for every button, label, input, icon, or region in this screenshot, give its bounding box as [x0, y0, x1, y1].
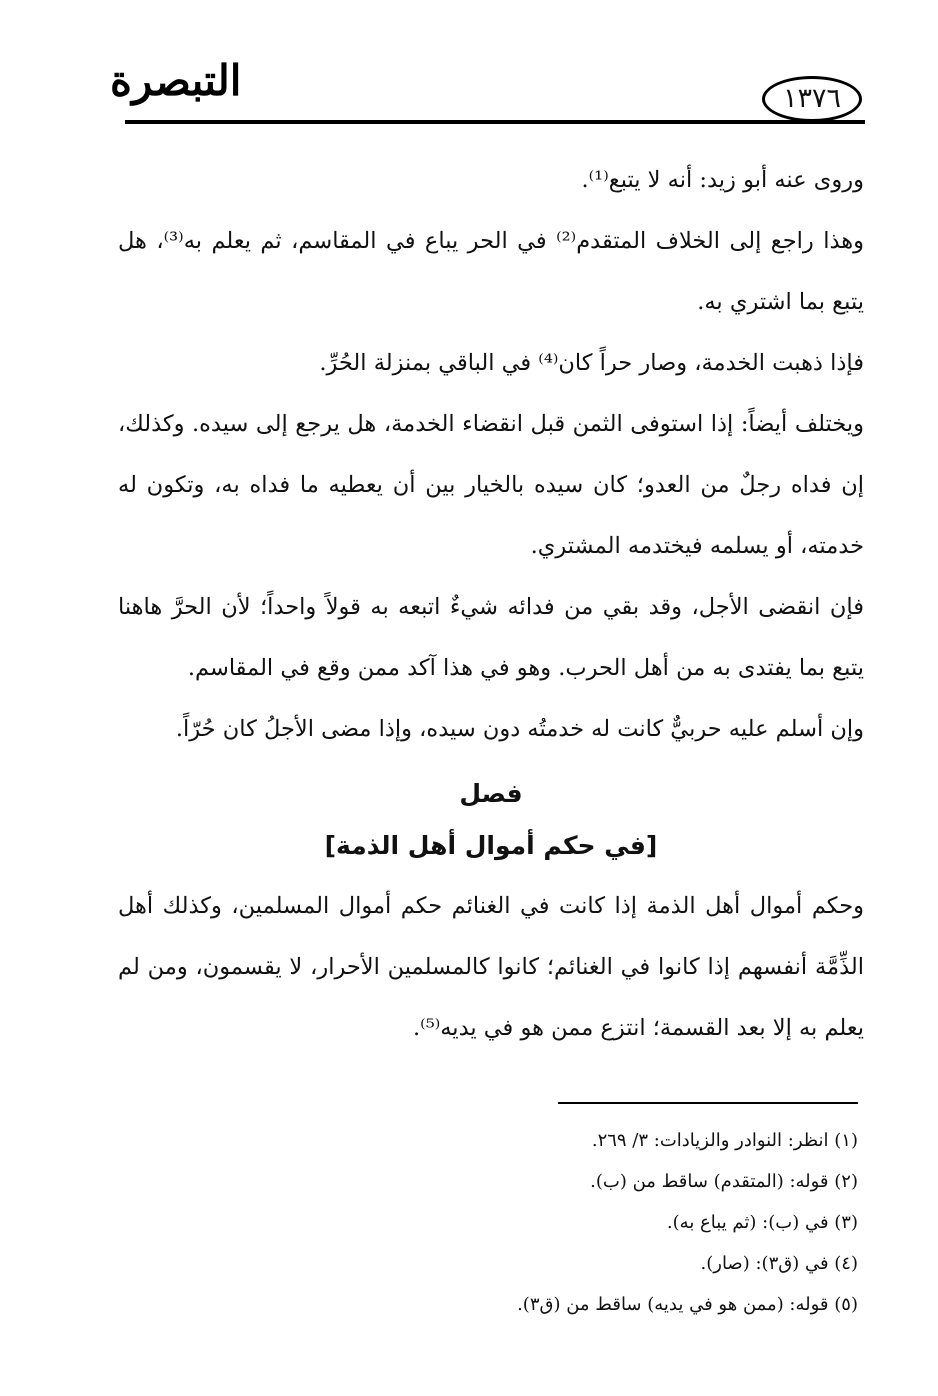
- footnote-1: (١) انظر: النوادر والزيادات: ٣/ ٢٦٩.: [591, 1130, 858, 1151]
- final-paragraph: وحكم أموال أهل الذمة إذا كانت في الغنائم حكم أموال المسلمين، وكذلك أهل الذِّمَّة أنفسهم إذا كانوا في الغنائم؛ كانوا كالمسلمين الأحرار، لا يقسمون، ومن لم يعلم به إلا بعد القسمة؛ انتزع ممن هو في يديه⁽⁵⁾.: [118, 893, 864, 1041]
- footnote-3: (٣) في (ب): (ثم يباع به).: [666, 1212, 858, 1233]
- header-rule: [125, 120, 865, 124]
- paragraph-2: وهذا راجع إلى الخلاف المتقدم⁽²⁾ في الحر يباع في المقاسم، ثم يعلم به⁽³⁾، هل يتبع بما اشتري به.: [118, 228, 864, 315]
- paragraph-6: وإن أسلم عليه حربيٌّ كانت له خدمتُه دون سيده، وإذا مضى الأجلُ كان حُرّاً.: [175, 716, 864, 742]
- footnote-4: (٤) في (ق٣): (صار).: [700, 1253, 858, 1274]
- footnotes: [320, 1120, 858, 1325]
- page-number: ١٣٧٦: [782, 83, 841, 114]
- paragraph-3: فإذا ذهبت الخدمة، وصار حراً كان⁽⁴⁾ في الباقي بمنزلة الحُرِّ.: [319, 350, 864, 376]
- book-title: التبصرة: [110, 56, 242, 105]
- footnote-5: (٥) قوله: (ممن هو في يديه) ساقط من (ق٣).: [517, 1294, 858, 1315]
- paragraph-5: فإن انقضى الأجل، وقد بقي من فدائه شيءٌ اتبعه به قولاً واحداً؛ لأن الحرَّ هاهنا يتبع بما يفتدى به من أهل الحرب. وهو في هذا آكد ممن وقع في المقاسم.: [118, 594, 864, 681]
- section-subheading: [في حكم أموال أهل الذمة]: [324, 831, 658, 860]
- paragraph-4: ويختلف أيضاً: إذا استوفى الثمن قبل انقضاء الخدمة، هل يرجع إلى سيده. وكذلك، إن فداه رجلٌ من العدو؛ كان سيده بالخيار بين أن يعطيه ما فداه به، وتكون له خدمته، أو يسلمه فيختدمه المشتري.: [118, 411, 864, 559]
- footnote-2: (٢) قوله: (المتقدم) ساقط من (ب).: [590, 1171, 858, 1192]
- footnote-separator: [558, 1102, 858, 1104]
- section-heading: فصل: [459, 779, 523, 808]
- paragraph-1: وروى عنه أبو زيد: أنه لا يتبع⁽¹⁾.: [581, 167, 864, 193]
- main-text: [118, 150, 864, 1059]
